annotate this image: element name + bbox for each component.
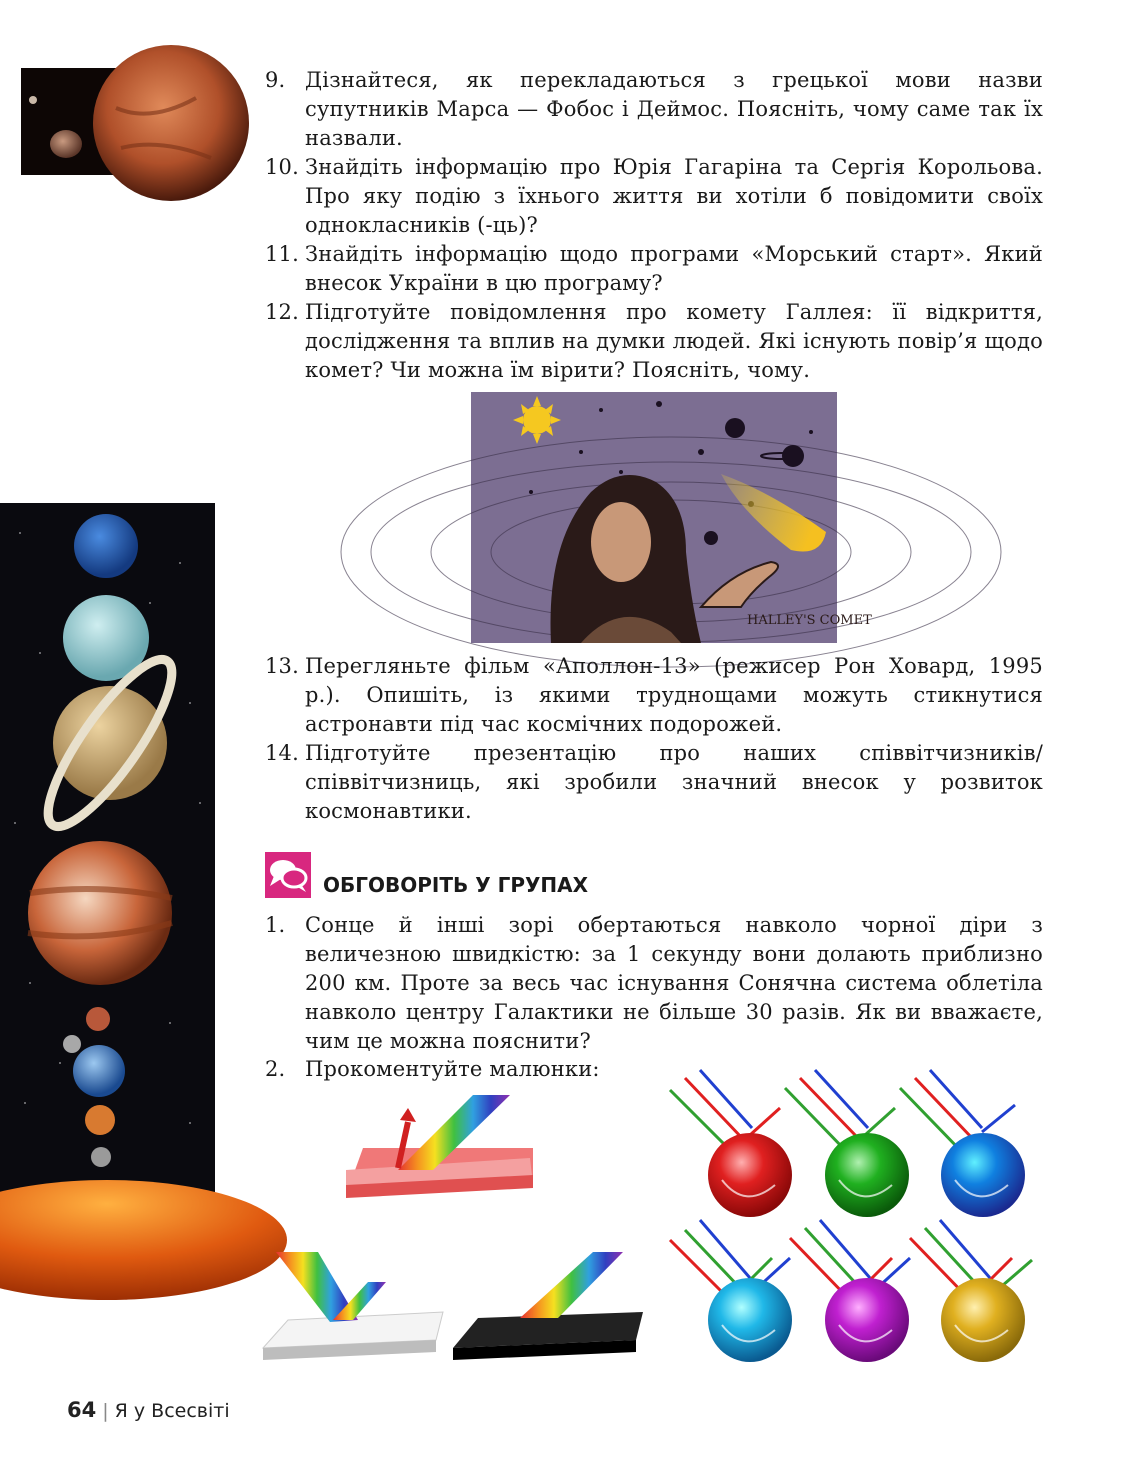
question-text: Прокоментуйте малюнки: [305,1057,600,1081]
page-footer [67,1398,230,1422]
discuss-title: ОБГОВОРІТЬ У ГРУПАХ [323,873,589,897]
light-reflection-surfaces-illustration [258,1090,648,1360]
question-text: Знайдіть інформацію щодо програми «Морський старт». Який внесок України в цю програму? [305,242,1043,295]
halley-caption: HALLEY'S COMET [747,613,872,628]
question-number: 10. [265,155,299,179]
question-text: Підготуйте презентацію про наших співвітчизників/співвітчизниць, які зробили значний внесок у розвиток космонавтики. [305,741,1043,823]
question-11 [265,240,1043,298]
discuss-item-1 [265,911,1043,1056]
solar-system-planets-image [0,503,215,1240]
question-10 [265,153,1043,240]
question-text: Сонце й інші зорі обертаються навколо чорної діри з величезною швидкістю: за 1 секунду вони долають приблизно 200 км. Проте за весь час існування Сонячна система облетіла навколо центру Галактики не більше 30 разів. Як ви вважаєте, чим це можна пояснити? [305,913,1043,1053]
question-text: Перегляньте фільм «Аполлон-13» (режисер Рон Ховард, 1995 р.). Опишіть, із якими труднощами можуть стикнутися астронавти під час космічних подорожей. [305,654,1043,736]
question-number: 2. [265,1057,286,1081]
question-9 [265,66,1043,153]
footer-separator: | [102,1400,109,1422]
question-number: 14. [265,741,299,765]
discuss-section-heading [265,852,588,898]
chat-bubbles-icon [265,852,311,898]
mars-moons-image [21,68,215,175]
question-number: 1. [265,913,286,937]
colored-spheres-light-illustration [660,1070,1050,1370]
question-number: 11. [265,242,299,266]
question-text: Дізнайтеся, як перекладаються з грецької мови назви супутників Марса — Фобос і Деймос. Поясніть, чому саме так їх назвали. [305,68,1043,150]
question-text: Підготуйте повідомлення про комету Галлея: її відкриття, дослідження та вплив на думки людей. Які існують повір’я щодо комет? Чи можна їм вірити? Поясніть, чому. [305,300,1043,382]
section-name: Я у Всесвіті [114,1400,230,1422]
question-13 [265,652,1043,739]
question-number: 13. [265,654,299,678]
halley-comet-illustration [471,392,872,643]
question-number: 12. [265,300,299,324]
question-14 [265,739,1043,826]
question-12 [265,298,1043,385]
page-number: 64 [67,1398,97,1422]
question-text: Знайдіть інформацію про Юрія Гагаріна та Сергія Корольова. Про яку подію з їхнього життя ви хотіли б повідомити своїх однокласників (-ць)? [305,155,1043,237]
question-number: 9. [265,68,286,92]
